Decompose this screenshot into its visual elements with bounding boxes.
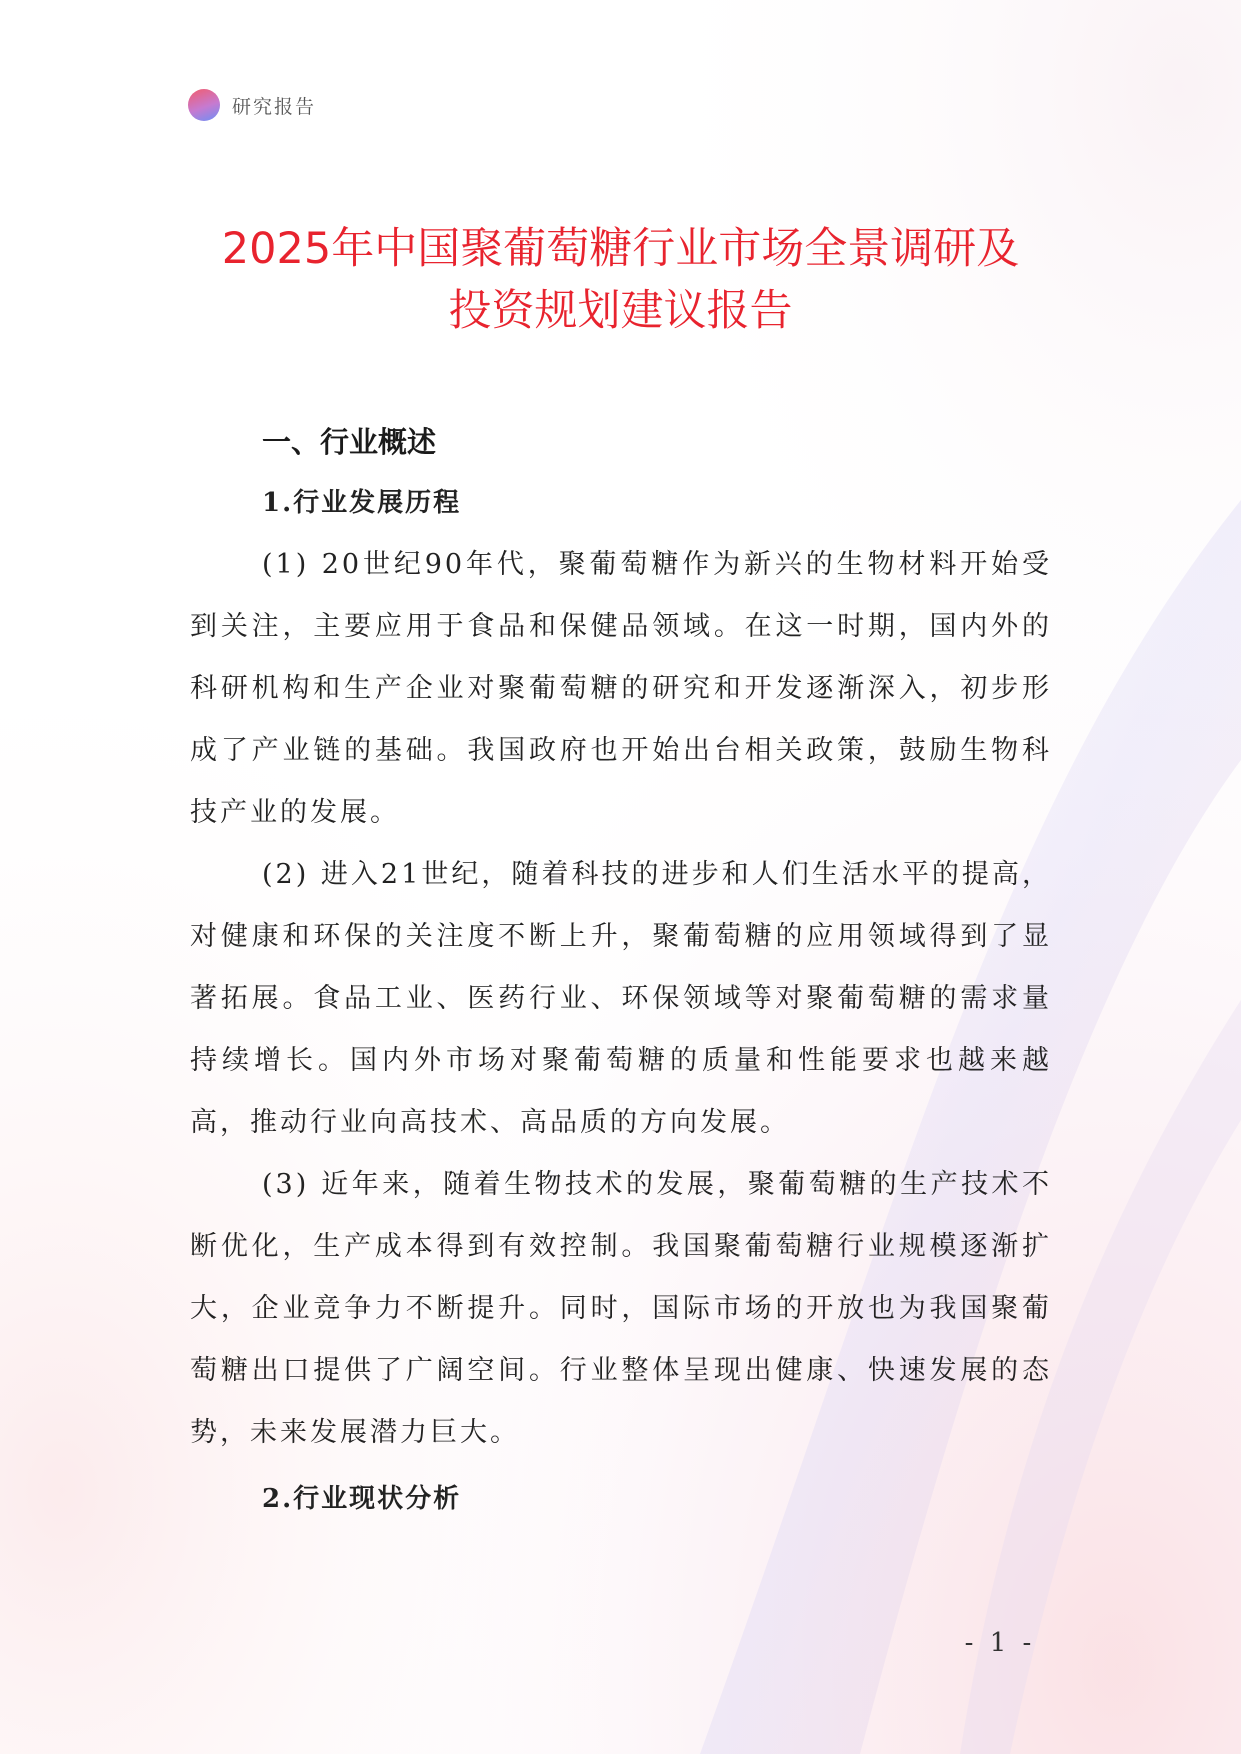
subsection-heading-1: 1.行业发展历程 — [262, 488, 462, 518]
title-line-1: 2025年中国聚葡萄糖行业市场全景调研及 — [221, 224, 1020, 274]
report-header — [188, 88, 316, 122]
section-heading: 一、行业概述 — [262, 425, 437, 459]
subsection-heading-2: 2.行业现状分析 — [262, 1484, 462, 1514]
document-body — [190, 416, 1052, 1530]
paragraph-3: (3) 近年来，随着生物技术的发展，聚葡萄糖的生产技术不断优化，生产成本得到有效控制。我国聚葡萄糖行业规模逐渐扩大，企业竞争力不断提升。同时，国际市场的开放也为我国聚葡萄糖出口提供了广阔空间。行业整体呈现出健康、快速发展的态势，未来发展潜力巨大。 — [190, 1169, 1052, 1448]
document-title — [150, 218, 1091, 342]
page-number: - 1 - — [964, 1628, 1036, 1658]
gradient-circle-logo-icon — [188, 89, 220, 121]
header-label: 研究报告 — [232, 95, 317, 118]
paragraph-1: (1) 20世纪90年代，聚葡萄糖作为新兴的生物材料开始受到关注，主要应用于食品和保健品领域。在这一时期，国内外的科研机构和生产企业对聚葡萄糖的研究和开发逐渐深入，初步形成了产业链的基础。我国政府也开始出台相关政策，鼓励生物科技产业的发展。 — [190, 549, 1052, 828]
title-line-2: 投资规划建议报告 — [448, 286, 793, 336]
paragraph-2: (2) 进入21世纪，随着科技的进步和人们生活水平的提高，对健康和环保的关注度不断上升，聚葡萄糖的应用领域得到了显著拓展。食品工业、医药行业、环保领域等对聚葡萄糖的需求量持续增长。国内外市场对聚葡萄糖的质量和性能要求也越来越高，推动行业向高技术、高品质的方向发展。 — [190, 859, 1052, 1138]
